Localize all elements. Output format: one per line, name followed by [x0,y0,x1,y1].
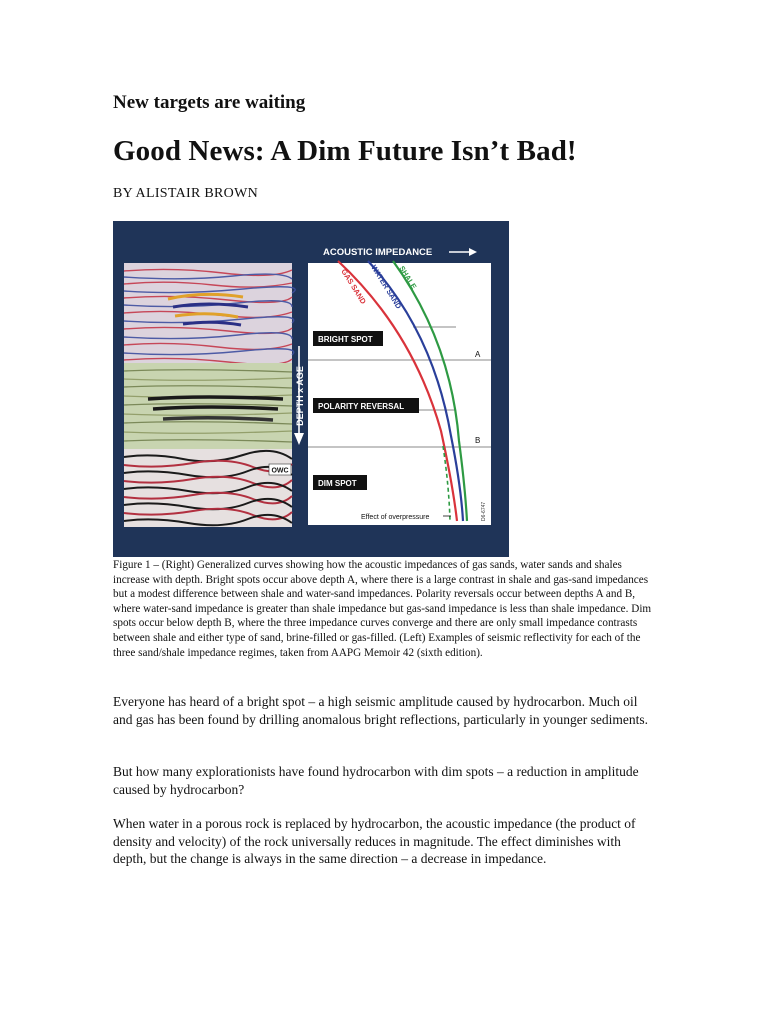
depth-axis-label: DEPTH x AGE [295,366,305,426]
gas-sand-label: GAS SAND [339,267,368,306]
depth-marker-b: B [475,436,481,445]
body-paragraph-2: But how many explorationists have found hydrocarbon with dim spots – a reduction in amplitude caused by hydrocarbon? [113,764,639,797]
figure-code: D6-6747 [481,501,487,521]
article-kicker: New targets are waiting [113,92,306,113]
seismic-panels [124,263,295,527]
body-paragraph-1: Everyone has heard of a bright spot – a high seismic amplitude caused by hydrocarbon. Much oil and gas has been found by drilling anomalous bright reflections, particularly in younger sediments. [113,694,648,727]
article-headline: Good News: A Dim Future Isn’t Bad! [113,135,577,167]
article-byline: BY ALISTAIR BROWN [113,186,259,201]
depth-marker-a: A [475,350,481,359]
owc-label: OWC [271,467,289,475]
shale-label: SHALE [397,264,419,291]
figure-caption: Figure 1 – (Right) Generalized curves showing how the acoustic impedances of gas sands, water sands and shales increase with depth. Bright spots occur above depth A, where there is a large contrast in shale and gas-sand impedances but a modest difference between shale and water-sand impedances. Polarity reversals occur between depths A and B, where water-sand impedance is greater than shale impedance but gas-sand impedance is less than shale impedance. Dim spots occur below depth B, where the three impedance curves converge and there are only small impedance contrasts between shale and either type of sand, brine-filled or gas-filled. (Left) Examples of seismic reflectivity for each of the three sand/shale impedance regimes, taken from AAPG Memoir 42 (sixth edition). [113,559,652,659]
overpressure-label: Effect of overpressure [361,514,430,521]
dim-spot-label: DIM SPOT [318,479,357,488]
impedance-axis-label: ACOUSTIC IMPEDANCE [323,247,433,258]
figure-image [113,221,509,557]
polarity-reversal-label: POLARITY REVERSAL [318,402,405,411]
bright-spot-label: BRIGHT SPOT [318,335,373,344]
body-paragraph-3: When water in a porous rock is replaced by hydrocarbon, the acoustic impedance (the product of density and velocity) of the rock universally reduces in magnitude. The effect diminishes with depth, but the change is always in the same direction – a decrease in impedance. [113,816,636,867]
water-sand-label: WATER SAND [369,263,404,311]
